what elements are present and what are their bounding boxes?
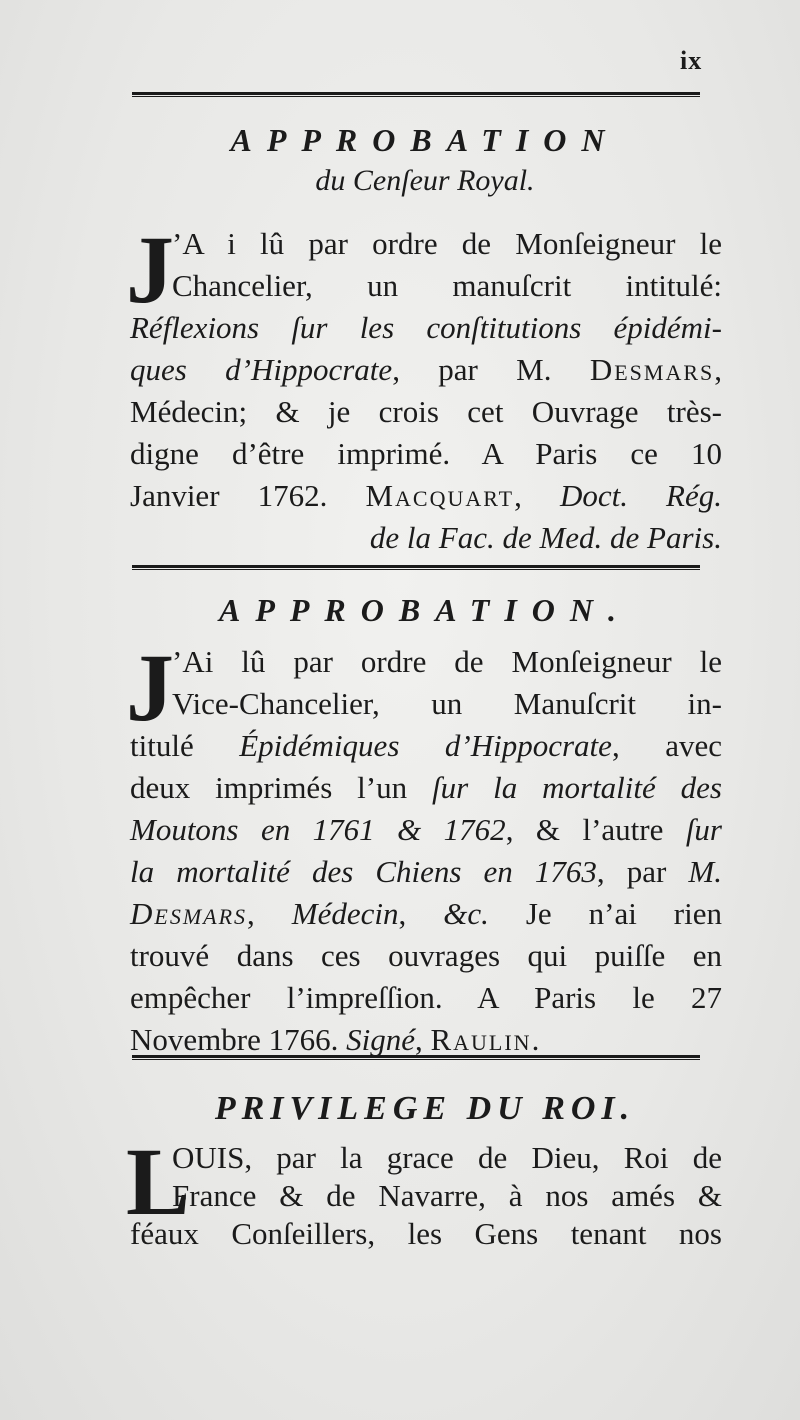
approbation2-line-7 xyxy=(130,896,722,932)
approbation1-line-1: ’A i lû par ordre de Monſeigneur le xyxy=(172,226,722,261)
work-title: Épidémiques d’Hippocrate xyxy=(239,728,612,763)
text-span: , par xyxy=(596,854,689,889)
text-span: Je n’ai rien xyxy=(488,896,723,931)
approbation2-line-6 xyxy=(130,854,722,890)
text-span: , & l’autre xyxy=(505,812,686,847)
approbation1-work-title: ques d’Hippocrate xyxy=(130,352,393,387)
dropcap-3: L xyxy=(126,1128,191,1235)
page-number: ix xyxy=(680,46,703,75)
censor-name: Macquart xyxy=(365,478,515,513)
author-name: Desmars xyxy=(130,896,248,931)
privilege-line-1: OUIS, par la grace de Dieu, Roi de xyxy=(172,1140,722,1175)
approbation2-line-10 xyxy=(130,1022,722,1058)
section-rule-1 xyxy=(132,565,700,570)
text-span: , xyxy=(247,896,292,931)
italic-span: Signé xyxy=(346,1022,415,1057)
approbation2-line-4 xyxy=(130,770,722,806)
italic-span: Moutons en 1761 & 1762 xyxy=(130,812,506,847)
text-span: Janvier 1762. xyxy=(130,478,366,513)
approbation2-line-9: empêcher l’impreſſion. A Paris le 27 xyxy=(130,980,722,1015)
text-span: , xyxy=(414,1022,431,1057)
approbation1-line-2: Chancelier, un manuſcrit intitulé: xyxy=(172,268,722,303)
approbation2-line-8: trouvé dans ces ouvrages qui puiſſe en xyxy=(130,938,722,973)
approbation1-line-6: digne d’être imprimé. A Paris ce 10 xyxy=(130,436,722,471)
approbation-heading-2: APPROBATION. xyxy=(218,592,632,628)
italic-span: ſur xyxy=(685,812,722,847)
text-span: , xyxy=(514,478,560,513)
section-rule-2 xyxy=(132,1055,700,1060)
italic-span: Médecin xyxy=(291,896,399,931)
dropcap-2: J xyxy=(126,634,174,741)
text-span: , xyxy=(714,352,723,387)
signatory-name: Raulin. xyxy=(430,1022,542,1057)
text-span: , par M. xyxy=(392,352,590,387)
text-span: , avec xyxy=(611,728,722,763)
top-rule xyxy=(132,92,700,97)
approbation1-line-8: de la Fac. de Med. de Paris. xyxy=(369,520,722,555)
approbation2-line-3 xyxy=(130,728,722,764)
dropcap-1: J xyxy=(126,216,174,323)
italic-span: la mortalité des Chiens en 1763 xyxy=(130,854,597,889)
italic-span: ſur la mortalité des xyxy=(432,770,723,805)
italic-span: &c. xyxy=(443,896,489,931)
privilege-heading: PRIVILEGE DU ROI. xyxy=(214,1090,636,1127)
approbation-heading-1: APPROBATION xyxy=(230,122,620,158)
text-span: Novembre 1766. xyxy=(130,1022,347,1057)
privilege-line-2: France & de Navarre, à nos amés & xyxy=(172,1178,722,1213)
approbation2-line-1: ’Ai lû par ordre de Monſeigneur le xyxy=(172,644,722,679)
author-name: Desmars xyxy=(589,352,715,387)
approbation1-line-4 xyxy=(130,352,722,388)
approbation1-line-5: Médecin; & je crois cet Ouvrage très- xyxy=(130,394,722,429)
text-span: titulé xyxy=(130,728,240,763)
approbation1-line-7 xyxy=(130,478,722,514)
approbation2-line-2: Vice-Chancelier, un Manuſcrit in- xyxy=(172,686,722,721)
approbation1-line-3: Réflexions ſur les conſtitutions épidémi- xyxy=(130,310,722,345)
text-span: deux imprimés l’un xyxy=(130,770,433,805)
censor-title: Doct. Rég. xyxy=(559,478,722,513)
text-span: , xyxy=(398,896,444,931)
approbation-subheading: du Cenſeur Royal. xyxy=(315,164,535,197)
italic-span: M. xyxy=(688,854,722,889)
privilege-line-3: féaux Conſeillers, les Gens tenant nos xyxy=(130,1216,722,1251)
approbation2-line-5 xyxy=(130,812,722,848)
